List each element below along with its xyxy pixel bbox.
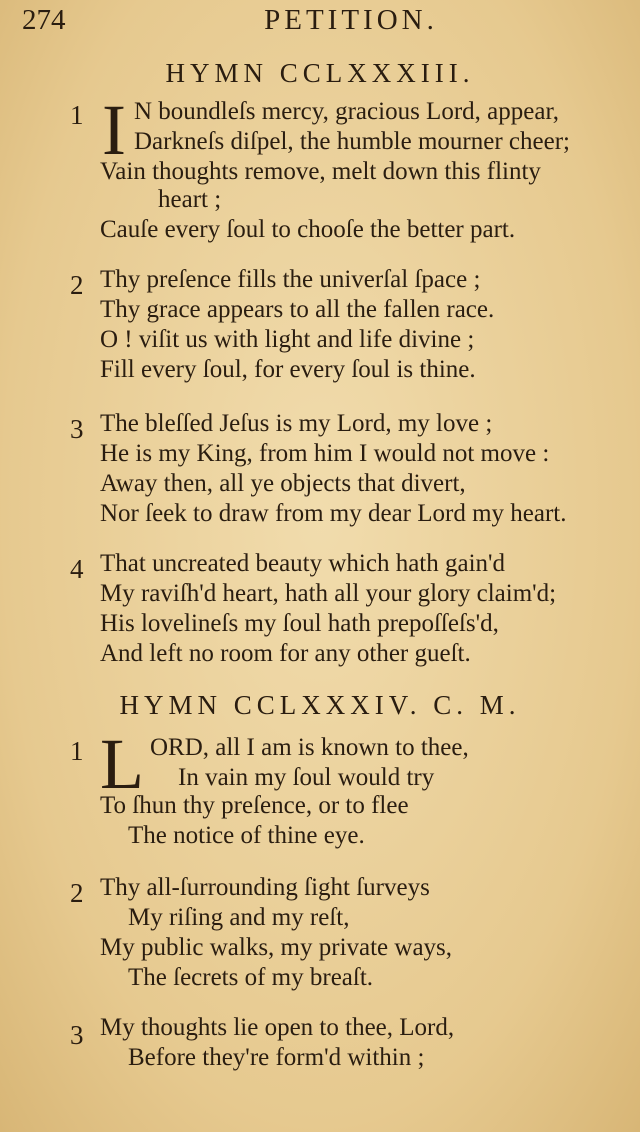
verse-line: Thy grace appears to all the fallen race.: [100, 296, 495, 323]
verse-line: Away then, all ye objects that divert,: [100, 470, 466, 497]
verse-line: Thy preſence fills the univerſal ſpace ;: [100, 266, 481, 293]
verse-line: His lovelineſs my ſoul hath prepoſſeſs'd,: [100, 610, 499, 637]
verse-number: 2: [70, 270, 84, 300]
verse-number: 3: [70, 1020, 84, 1050]
verse-line: And left no room for any other gueſt.: [100, 640, 471, 667]
drop-cap: I: [102, 90, 126, 170]
verse-line: Thy all-ſurrounding ſight ſurveys: [100, 874, 430, 901]
verse-line: That uncreated beauty which hath gain'd: [100, 550, 506, 577]
verse-line: Nor ſeek to draw from my dear Lord my heart.: [100, 500, 567, 527]
verse-line: My public walks, my private ways,: [100, 934, 453, 961]
verse-line: My raviſh'd heart, hath all your glory claim'd;: [100, 580, 557, 607]
verse-line: The bleſſed Jeſus is my Lord, my love ;: [100, 410, 493, 437]
hymn-title-283: HYMN CCLXXXIII.: [165, 58, 475, 88]
verse-line: He is my King, from him I would not move :: [100, 440, 550, 467]
verse-number: 2: [70, 878, 84, 908]
verse-line: My riſing and my reſt,: [128, 904, 350, 931]
verse-line: heart ;: [158, 186, 222, 213]
verse-number: 1: [70, 100, 84, 130]
verse-line: Vain thoughts remove, melt down this flinty: [100, 158, 541, 185]
verse-number: 1: [70, 736, 84, 766]
page-number: 274: [22, 4, 66, 36]
verse-line: In vain my ſoul would try: [178, 764, 435, 791]
verse-number: 4: [70, 554, 84, 584]
verse-line: The notice of thine eye.: [128, 822, 365, 849]
verse-line: ORD, all I am is known to thee,: [150, 734, 469, 761]
page-header: [22, 4, 620, 40]
verse-line: To ſhun thy preſence, or to flee: [100, 792, 409, 819]
drop-cap: L: [100, 724, 144, 804]
verse-line: O ! viſit us with light and life divine ;: [100, 326, 475, 353]
verse-line: N boundleſs mercy, gracious Lord, appear,: [134, 98, 560, 125]
verse-number: 3: [70, 414, 84, 444]
verse-line: My thoughts lie open to thee, Lord,: [100, 1014, 455, 1041]
verse-line: Cauſe every ſoul to chooſe the better part.: [100, 216, 516, 243]
running-head: PETITION.: [264, 4, 438, 36]
verse-line: Before they're form'd within ;: [128, 1044, 425, 1071]
hymn-title-284: HYMN CCLXXXIV. C. M.: [119, 690, 521, 720]
verse-line: Fill every ſoul, for every ſoul is thine.: [100, 356, 476, 383]
verse-line: The ſecrets of my breaſt.: [128, 964, 374, 991]
verse-line: Darkneſs diſpel, the humble mourner cheer;: [134, 128, 570, 155]
